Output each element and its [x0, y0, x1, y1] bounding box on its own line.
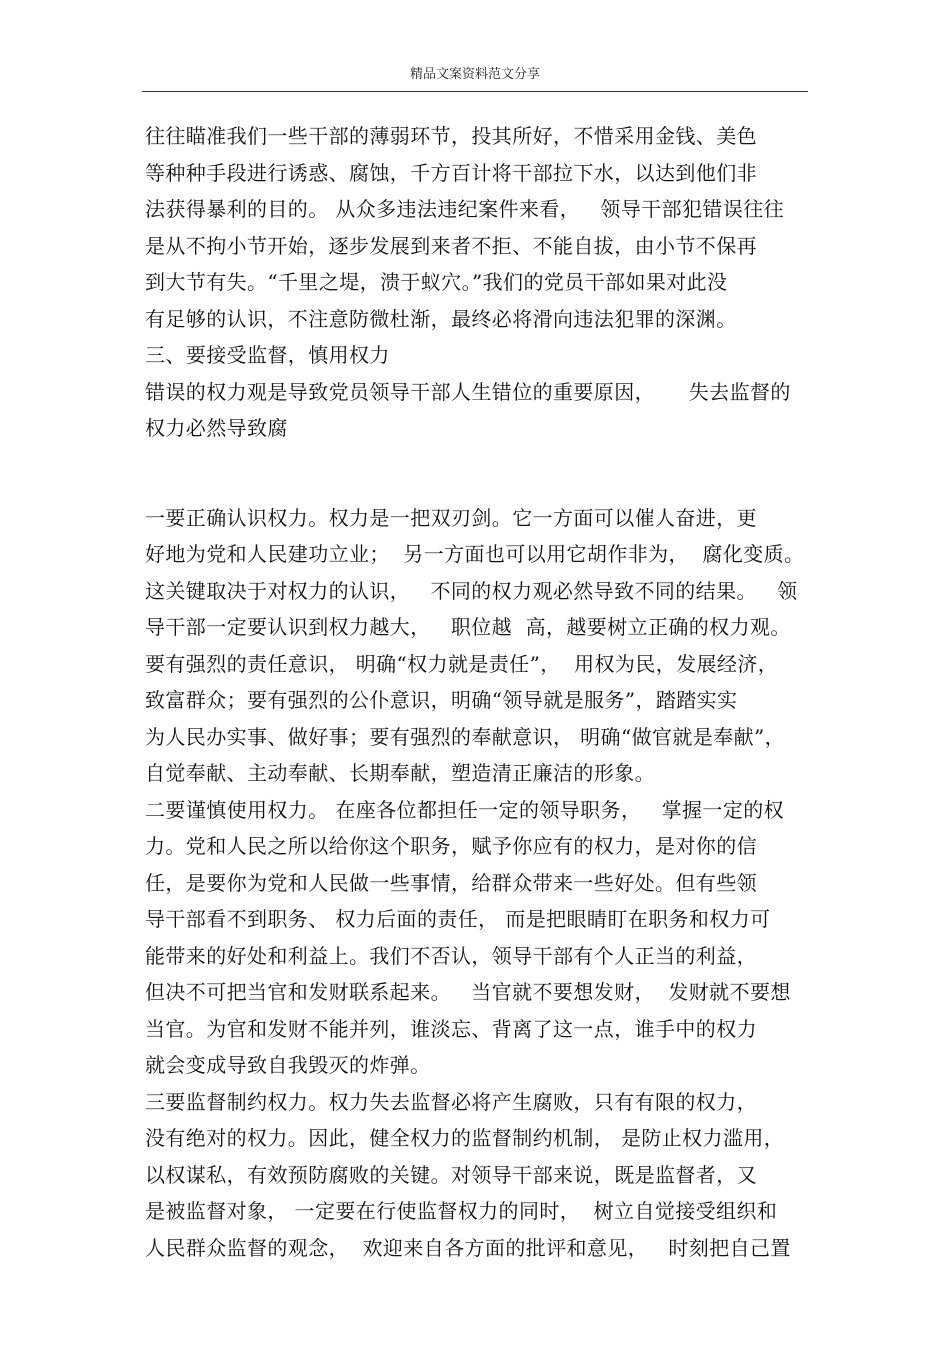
page-header: 精品文案资料范文分享 [409, 67, 540, 82]
text-line: 人民群众监督的观念， 欢迎来自各方面的批评和意见， 时刻把自己置 [145, 1235, 791, 1260]
text-line: 但决不可把当官和发财联系起来。 当官就不要想发财， 发财就不要想 [145, 980, 791, 1004]
text-line: 就会变成导致自我毁灭的炸弹。 [145, 1053, 431, 1077]
paragraph-gap [145, 447, 817, 500]
header-divider [142, 91, 808, 92]
text-line: 错误的权力观是导致党员领导干部人生错位的重要原因， 失去监督的 [145, 379, 791, 404]
text-line: 好地为党和人民建功立业； 另一方面也可以用它胡作非为， 腐化变质。 [145, 542, 805, 566]
text-line: 是从不拘小节开始，逐步发展到来者不拒、不能自拔，由小节不保再 [145, 233, 757, 258]
text-line: 要有强烈的责任意识， 明确“权力就是责任”， 用权为民，发展经济， [145, 651, 779, 676]
paragraph-block-1 [145, 118, 817, 447]
section-heading: 三、要接受监督，慎用权力 [145, 343, 390, 367]
text-line: 往往瞄准我们一些干部的薄弱环节，投其所好，不惜采用金钱、美色 [145, 124, 757, 148]
text-line: 等种种手段进行诱惑、腐蚀，千方百计将干部拉下水，以达到他们非 [145, 160, 757, 185]
text-line: 有足够的认识，不注意防微杜渐，最终必将滑向违法犯罪的深渊。 [145, 306, 737, 331]
text-line: 当官。为官和发财不能并列，谁淡忘、背离了这一点，谁手中的权力 [145, 1016, 757, 1041]
text-line: 这关键取决于对权力的认识， 不同的权力观必然导致不同的结果。 领 [145, 578, 798, 603]
text-line: 权力必然导致腐 [145, 416, 288, 440]
text-line: 为人民办实事、做好事；要有强烈的奉献意识， 明确“做官就是奉献”， [145, 724, 786, 749]
text-line: 导干部看不到职务、 权力后面的责任， 而是把眼睛盯在职务和权力可 [145, 907, 771, 931]
text-line: 三要监督制约权力。权力失去监督必将产生腐败，只有有限的权力， [145, 1089, 757, 1114]
paragraph-block-2 [145, 500, 817, 1267]
text-line: 能带来的好处和利益上。我们不否认，领导干部有个人正当的利益， [145, 943, 757, 968]
text-line: 自觉奉献、主动奉献、长期奉献，塑造清正廉洁的形象。 [145, 761, 655, 785]
text-line: 任，是要你为党和人民做一些事情，给群众带来一些好处。但有些领 [145, 870, 757, 895]
text-line: 导干部一定要认识到权力越大， 职位越 高，越要树立正确的权力观。 [145, 615, 791, 639]
text-line: 二要谨慎使用权力。 在座各位都担任一定的领导职务， 掌握一定的权 [145, 797, 785, 822]
document-body [145, 118, 817, 1266]
text-line: 致富群众；要有强烈的公仆意识，明确“领导就是服务”，踏踏实实 [145, 688, 738, 712]
text-line: 力。党和人民之所以给你这个职务，赋予你应有的权力，是对你的信 [145, 834, 757, 858]
text-line: 是被监督对象， 一定要在行使监督权力的同时， 树立自觉接受组织和 [145, 1199, 778, 1223]
text-line: 以权谋私，有效预防腐败的关键。对领导干部来说，既是监督者，又 [145, 1162, 757, 1187]
text-line: 没有绝对的权力。因此，健全权力的监督制约机制， 是防止权力滥用， [145, 1126, 785, 1150]
text-line: 到大节有失。“千里之堤，溃于蚁穴。”我们的党员干部如果对此没 [145, 270, 728, 294]
text-line: 法获得暴利的目的。 从众多违法违纪案件来看， 领导干部犯错误往往 [145, 197, 785, 221]
text-line: 一要正确认识权力。权力是一把双刃剑。它一方面可以催人奋进，更 [145, 505, 757, 530]
